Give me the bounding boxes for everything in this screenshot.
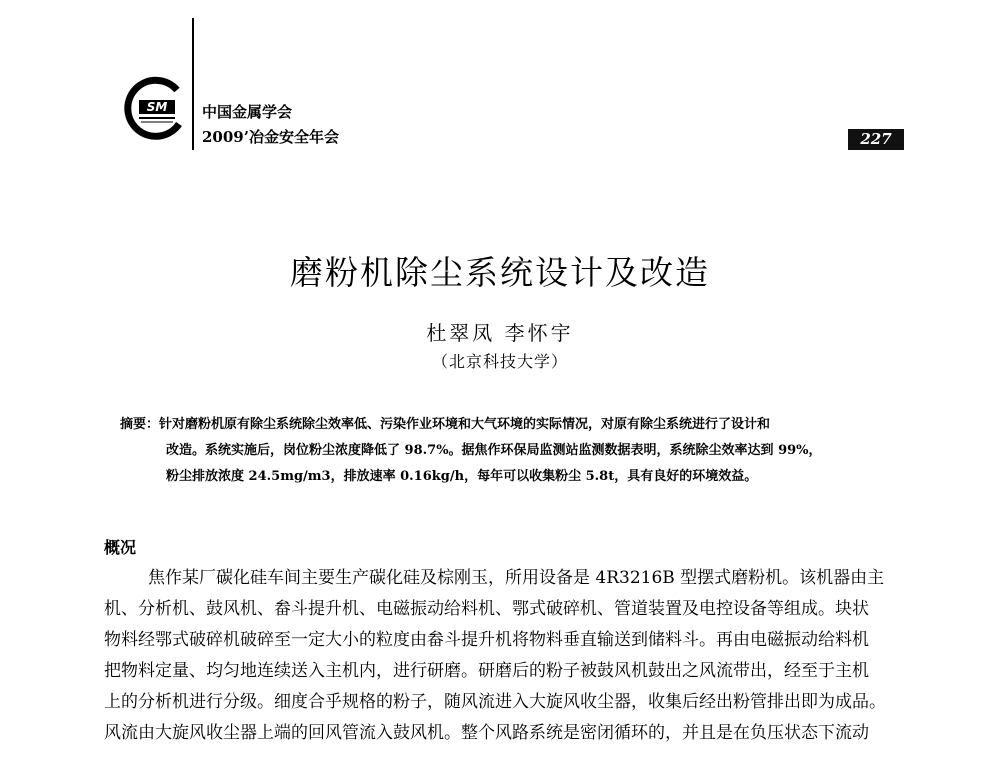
conference-info (202, 100, 339, 150)
body-line: 风流由大旋风收尘器上端的回风管流入鼓风机。整个风路系统是密闭循环的，并且是在负压状态下流动 (104, 723, 869, 743)
body-line: 把物料定量、均匀地连续送入主机内，进行研磨。研磨后的粉子被鼓风机鼓出之风流带出，经至于主机 (104, 661, 869, 681)
paper-authors: 杜翠凤 李怀宇 (426, 321, 574, 345)
abstract-line: 针对磨粉机原有除尘系统除尘效率低、污染作业环境和大气环境的实际情况，对原有除尘系统进行了设计和 (159, 417, 771, 432)
abstract-line: 改造。系统实施后，岗位粉尘浓度降低了 98.7%。据焦作环保局监测站监测数据表明，系统除尘效率达到 99%， (166, 443, 822, 458)
conference-name: 2009’冶金安全年会 (202, 128, 339, 146)
society-logo-icon (117, 74, 187, 144)
author-affiliation: （北京科技大学） (431, 352, 568, 371)
body-line: 上的分析机进行分级。细度合乎规格的粉子，随风流进入大旋风收尘器，收集后经出粉管排出即为成品。 (104, 692, 886, 712)
paper-title: 磨粉机除尘系统设计及改造 (290, 253, 710, 292)
section-body (104, 563, 904, 749)
body-line: 焦作某厂碳化硅车间主要生产碳化硅及棕刚玉，所用设备是 4R3216B 型摆式磨粉机。该机器由主 (148, 568, 885, 588)
org-name: 中国金属学会 (202, 103, 293, 121)
abstract (120, 412, 900, 490)
svg-text:SM: SM (146, 100, 168, 114)
page-number-badge: 227 (848, 129, 904, 150)
body-line: 物料经鄂式破碎机破碎至一定大小的粒度由畚斗提升机将物料垂直输送到储料斗。再由电磁振动给料机 (104, 630, 869, 650)
section-heading: 概况 (104, 538, 137, 557)
abstract-line: 粉尘排放浓度 24.5mg/m3，排放速率 0.16kg/h，每年可以收集粉尘 5.8t，具有良好的环境效益。 (166, 469, 758, 484)
abstract-label: 摘要： (120, 417, 160, 432)
header-divider (192, 18, 194, 150)
body-line: 机、分析机、鼓风机、畚斗提升机、电磁振动给料机、鄂式破碎机、管道装置及电控设备等组成。块状 (104, 599, 869, 619)
